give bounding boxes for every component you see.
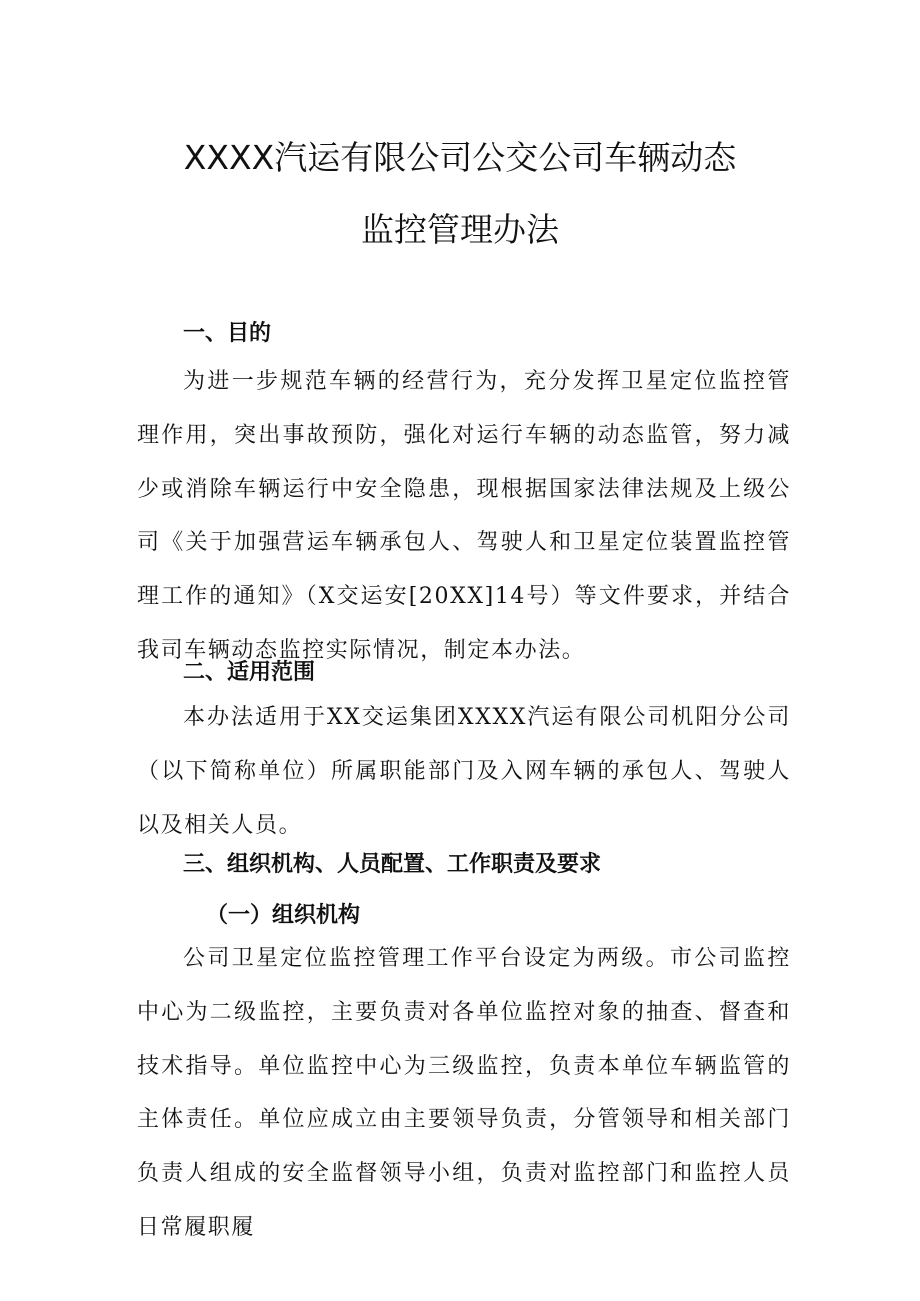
section-heading-organization: 三、组织机构、人员配置、工作职责及要求 (183, 852, 602, 877)
subsection-heading-organization: （一）组织机构 (206, 903, 361, 928)
document-title-line-1: XXXX汽运有限公司公交公司车辆动态 (183, 138, 737, 177)
section-heading-scope: 二、适用范围 (183, 660, 316, 685)
section-paragraph-purpose: 为进一步规范车辆的经营行为，充分发挥卫星定位监控管理作用，突出事故预防，强化对运行车辆的动态监管，努力减少或消除车辆运行中安全隐患，现根据国家法律法规及上级公司《关于加强营运车辆承包人、驾驶人和卫星定位装置监控管理工作的通知》（X交运安[20XX]14号）等文件要求，并结合我司车辆动态监控实际情况，制定本办法。 (137, 369, 791, 663)
section-paragraph-scope: 本办法适用于XX交运集团XXXX汽运有限公司机阳分公司（以下简称单位）所属职能部门及入网车辆的承包人、驾驶人以及相关人员。 (137, 705, 791, 838)
section-paragraph-organization: 公司卫星定位监控管理工作平台设定为两级。市公司监控中心为二级监控，主要负责对各单位监控对象的抽查、督查和技术指导。单位监控中心为三级监控，负责本单位车辆监管的主体责任。单位应成立由主要领导负责，分管领导和相关部门负责人组成的安全监督领导小组，负责对监控部门和监控人员日常履职履 (137, 946, 791, 1240)
document-title-line-2: 监控管理办法 (361, 210, 559, 249)
section-heading-purpose: 一、目的 (183, 321, 272, 346)
